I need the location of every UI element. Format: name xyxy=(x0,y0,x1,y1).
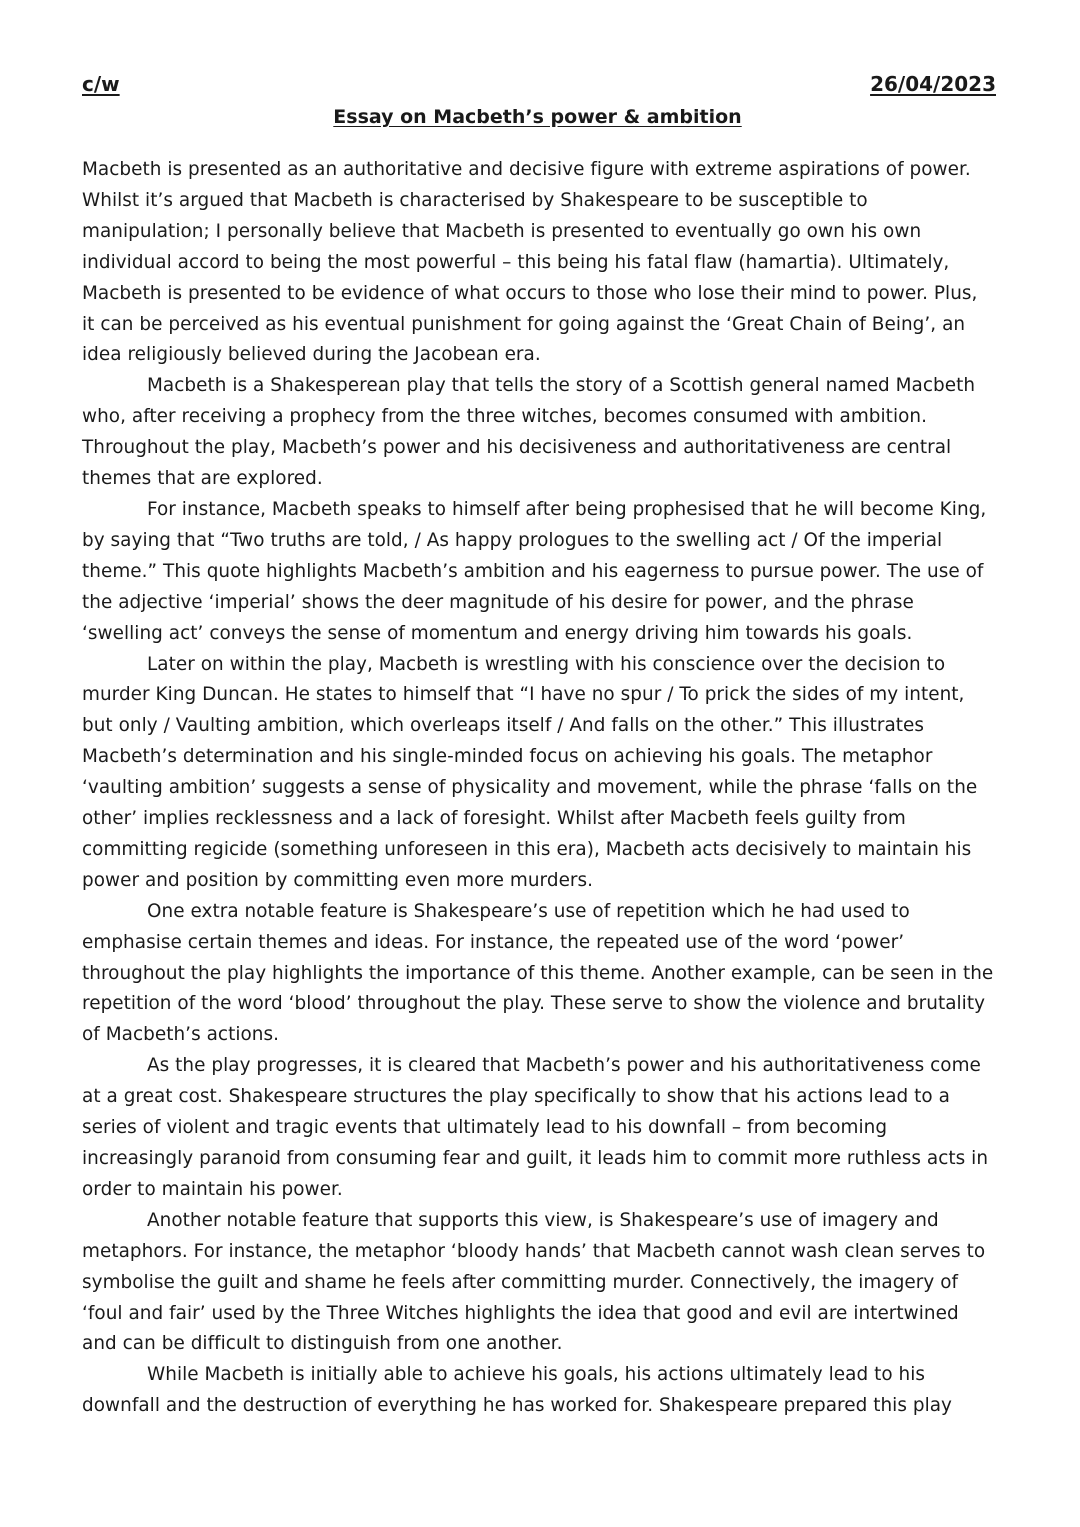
essay-paragraph: Later on within the play, Macbeth is wrestling with his conscience over the decision to murder King Duncan. He states to himself that “I have no spur / To prick the sides of my intent, but only / Vaulting ambition, which overleaps itself / And falls on the other.” This illustrates Macbeth’s determination and his single-minded focus on achieving his goals. The metaphor ‘vaulting ambition’ suggests a sense of physicality and movement, while the phrase ‘falls on the other’ implies recklessness and a lack of foresight. Whilst after Macbeth feels guilty from committing regicide (something unforeseen in this era), Macbeth acts decisively to maintain his power and position by committing even more murders. xyxy=(82,653,978,891)
essay-paragraph: While Macbeth is initially able to achieve his goals, his actions ultimately lead to his downfall and the destruction of everything he has worked for. Shakespeare prepared this play xyxy=(82,1364,952,1417)
document-date: 26/04/2023 xyxy=(870,72,996,96)
essay-paragraph: Another notable feature that supports this view, is Shakespeare’s use of imagery and metaphors. For instance, the metaphor ‘bloody hands’ that Macbeth cannot wash clean serves to symbolise the guilt and shame he feels after committing murder. Connectively, the imagery of ‘foul and fair’ used by the Three Witches highlights the idea that good and evil are intertwined and can be difficult to distinguish from one another. xyxy=(82,1209,986,1355)
essay-paragraph: Macbeth is a Shakesperean play that tells the story of a Scottish general named Macbeth who, after receiving a prophecy from the three witches, becomes consumed with ambition. Throughout the play, Macbeth’s power and his decisiveness and authoritativeness are central themes that are explored. xyxy=(82,375,976,490)
essay-title: Essay on Macbeth’s power & ambition xyxy=(333,106,742,128)
essay-paragraph: One extra notable feature is Shakespeare’s use of repetition which he had used to emphasise certain themes and ideas. For instance, the repeated use of the word ‘power’ throughout the play highlights the importance of this theme. Another example, can be seen in the repetition of the word ‘blood’ throughout the play. These serve to show the violence and brutality of Macbeth’s actions. xyxy=(82,900,994,1046)
essay-body xyxy=(82,155,994,1422)
essay-paragraph-introduction: Macbeth is presented as an authoritative and decisive figure with extreme aspirations of power. Whilst it’s argued that Macbeth is characterised by Shakespeare to be susceptible to manipulation; I personally believe that Macbeth is presented to eventually go own his own individual accord to being the most powerful – this being his fatal flaw (hamartia). Ultimately, Macbeth is presented to be evidence of what occurs to those who lose their mind to power. Plus, it can be perceived as his eventual punishment for going against the ‘Great Chain of Being’, an idea religiously believed during the Jacobean era. xyxy=(82,159,978,366)
coursework-label: c/w xyxy=(82,72,120,96)
essay-paragraph: For instance, Macbeth speaks to himself after being prophesised that he will become King, by saying that “Two truths are told, / As happy prologues to the swelling act / Of the imperial theme.” This quote highlights Macbeth’s ambition and his eagerness to pursue power. The use of the adjective ‘imperial’ shows the deer magnitude of his desire for power, and the phrase ‘swelling act’ conveys the sense of momentum and energy driving him towards his goals. xyxy=(82,498,987,644)
essay-paragraph: As the play progresses, it is cleared that Macbeth’s power and his authoritativeness come at a great cost. Shakespeare structures the play specifically to show that his actions lead to a series of violent and tragic events that ultimately lead to his downfall – from becoming increasingly paranoid from consuming fear and guilt, it leads him to commit more ruthless acts in order to maintain his power. xyxy=(82,1055,989,1200)
